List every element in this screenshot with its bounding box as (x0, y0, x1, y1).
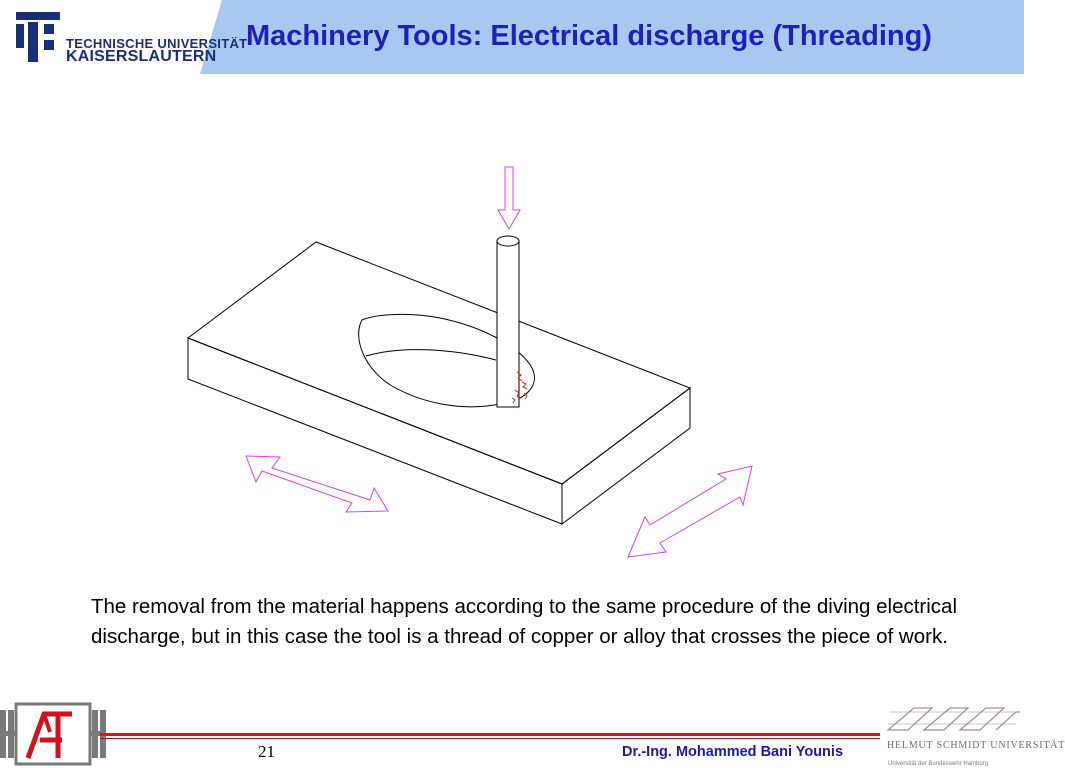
hsu-name: HELMUT SCHMIDT UNIVERSITÄT (887, 740, 1065, 751)
page-number: 21 (258, 742, 275, 761)
motion-arrow-y (628, 466, 752, 557)
slide-title: Machinery Tools: Electrical discharge (Threading) (246, 20, 932, 52)
footer-rule-secondary (100, 738, 880, 739)
hsu-logo-icon (884, 700, 1024, 768)
motion-arrow-x (246, 456, 388, 512)
logo-city-line: KAISERSLAUTERN (66, 48, 217, 65)
body-paragraph: The removal from the material happens according to the same procedure of the diving electrical discharge, but in this case the tool is a thread of copper or alloy that crosses the piece of work. (91, 595, 958, 648)
at-logo-icon (0, 700, 110, 768)
footer-rule (100, 733, 880, 736)
author-name: Dr.-Ing. Mohammed Bani Younis (622, 744, 844, 760)
wire-tool (497, 236, 519, 407)
logo-university-line: TECHNISCHE UNIVERSITÄT (66, 36, 248, 51)
feed-arrow-down (498, 167, 520, 229)
workpiece-side-face (562, 388, 690, 524)
hsu-subtitle: Universität der Bundeswehr Hamburg (888, 761, 989, 767)
